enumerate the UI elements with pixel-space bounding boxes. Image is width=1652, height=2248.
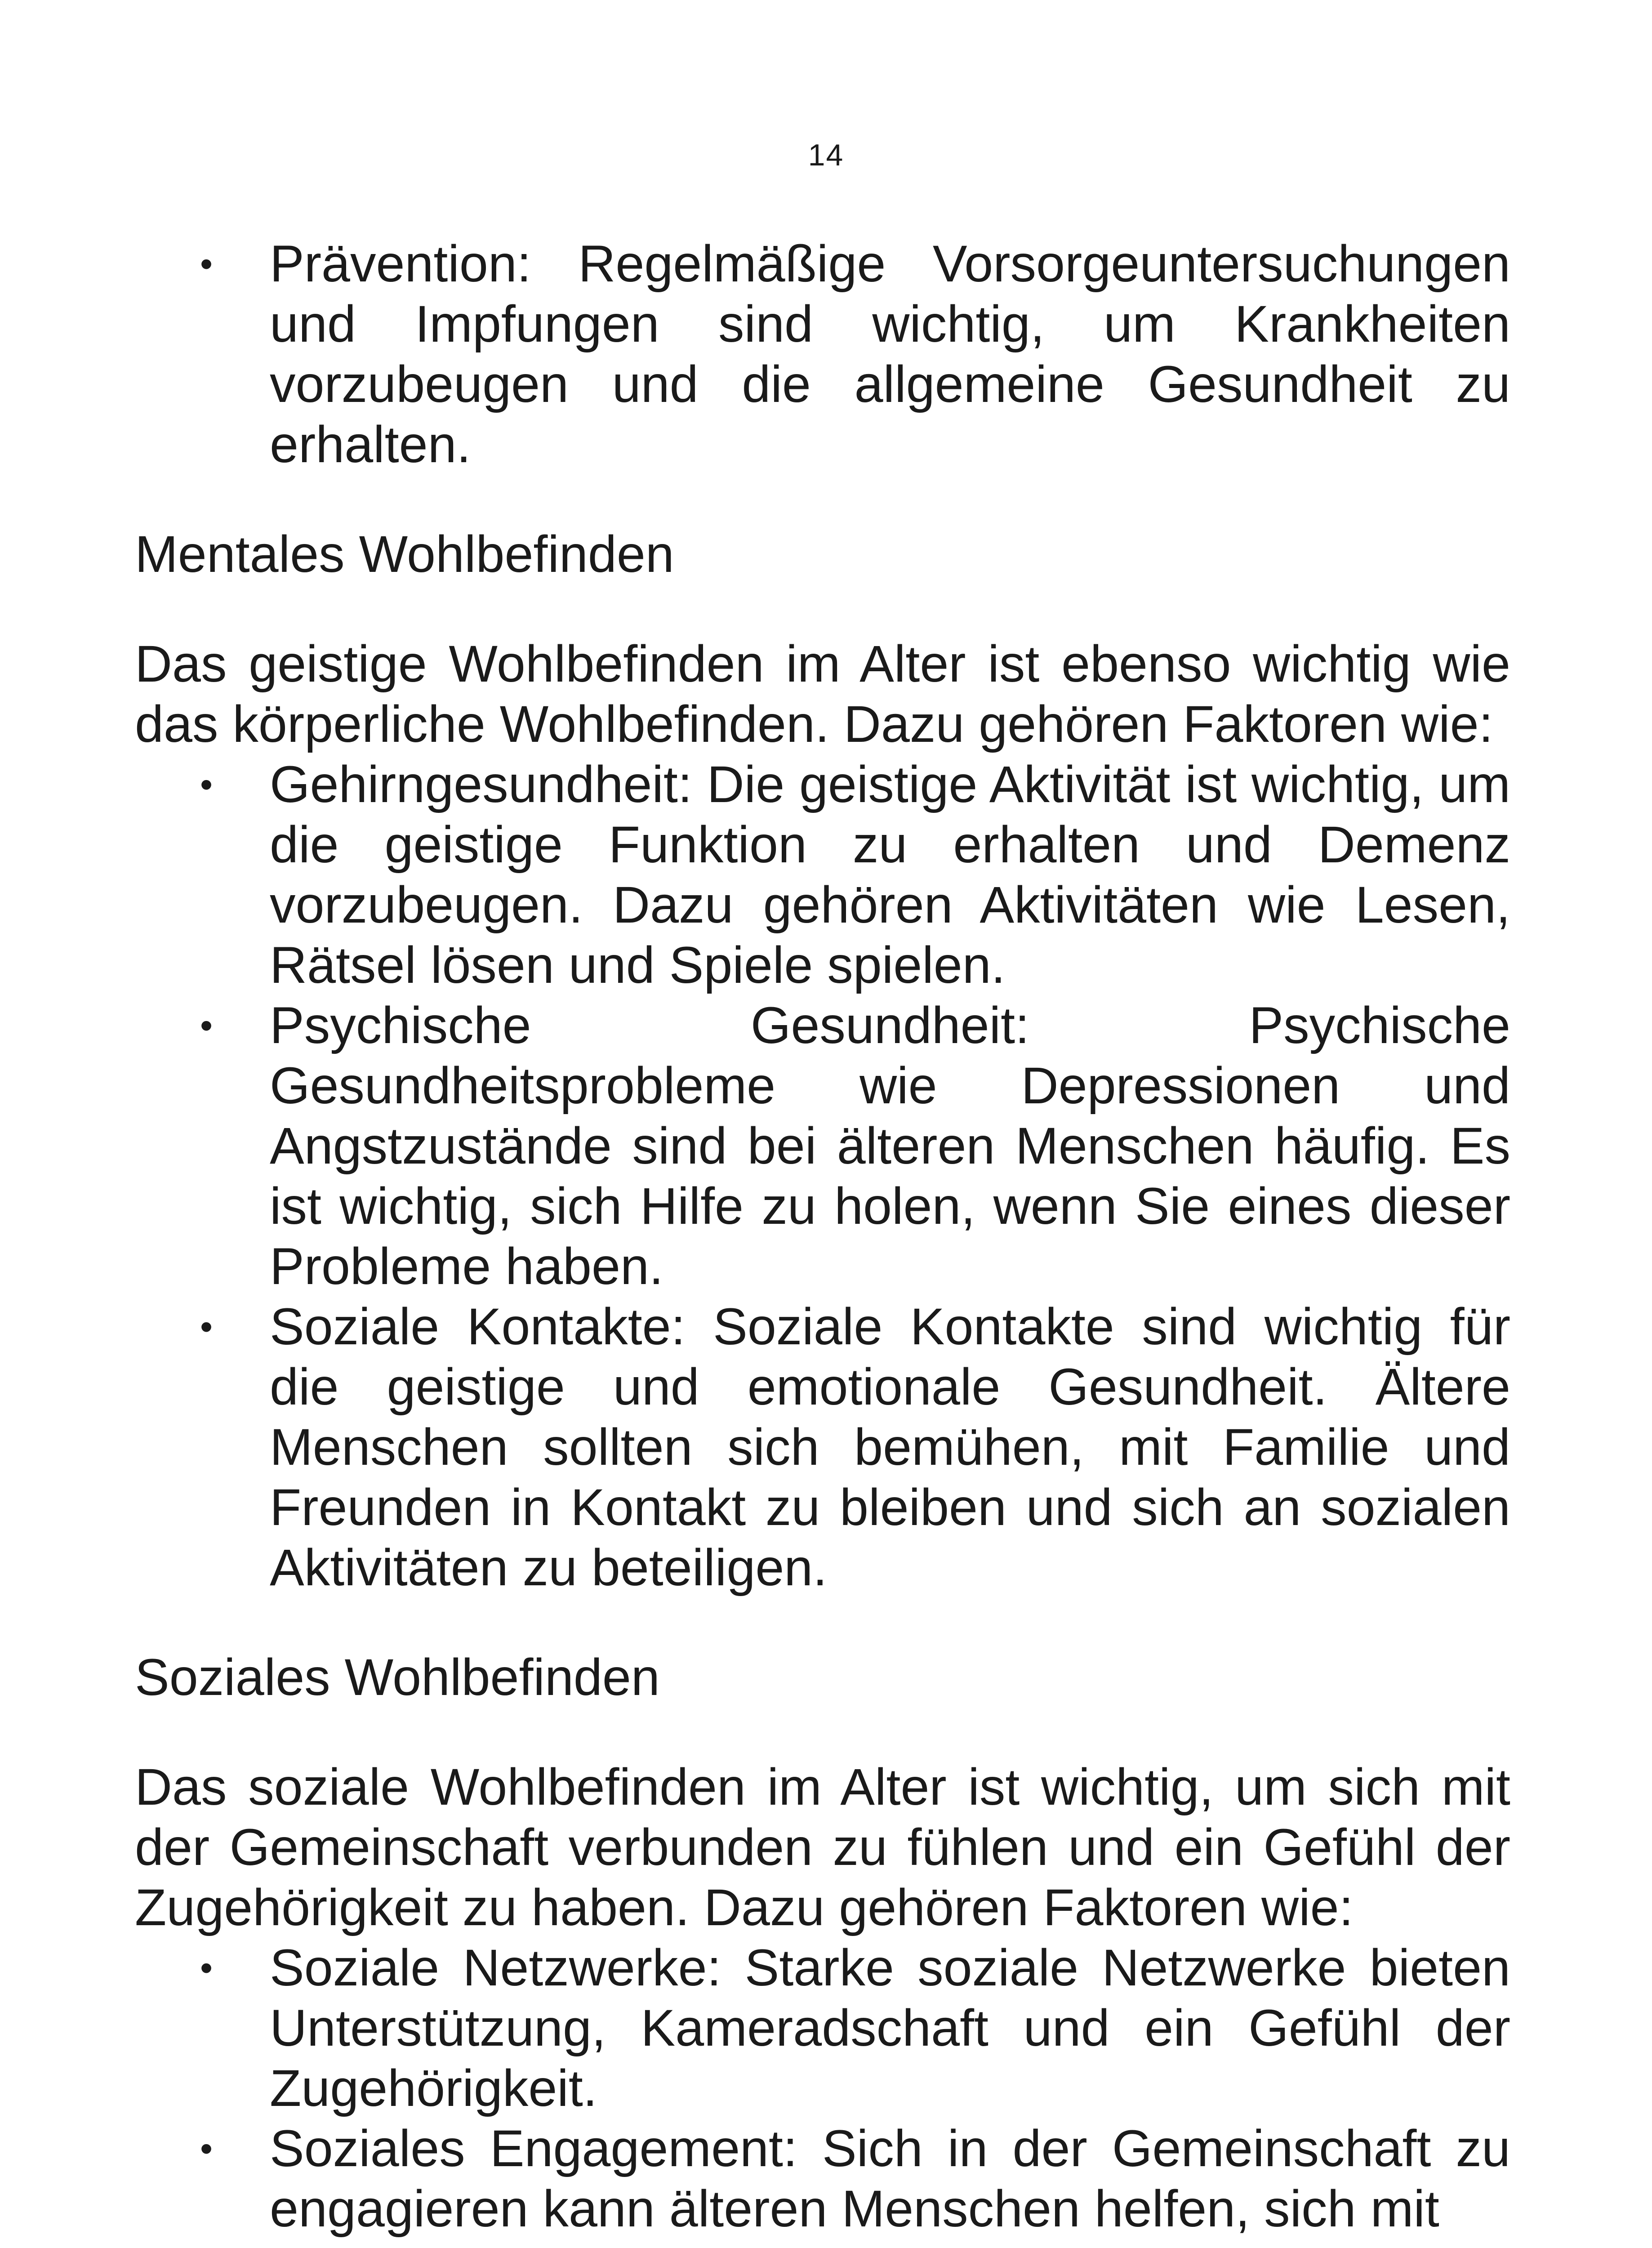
list-item [135, 1297, 1510, 1598]
list-item [135, 234, 1510, 475]
bullet-list-mental [135, 754, 1510, 1598]
paragraph-mental-intro: Das geistige Wohlbefinden im Alter ist ebenso wichtig wie das körperliche Wohlbefinden. Dazu gehören Faktoren wie: [135, 635, 1510, 753]
bullet-icon: • [200, 1948, 213, 1988]
list-item-text: Soziale Kontakte: Soziale Kontakte sind wichtig für die geistige und emotionale Gesundheit. Ältere Menschen sollten sich bemühen, mit Familie und Freunden in Kontakt zu bleiben und sich an sozialen Aktivitäten zu beteiligen. [270, 1298, 1510, 1597]
bullet-list-prevention [135, 234, 1510, 475]
bullet-list-social [135, 1938, 1510, 2239]
list-item [135, 2119, 1510, 2239]
list-item [135, 995, 1510, 1297]
bullet-icon: • [200, 2128, 213, 2168]
bullet-icon: • [200, 244, 213, 284]
bullet-icon: • [200, 1005, 213, 1045]
list-item-text: Gehirngesundheit: Die geistige Aktivität ist wichtig, um die geistige Funktion zu erhalten und Demenz vorzubeugen. Dazu gehören Aktivitäten wie Lesen, Rätsel lösen und Spiele spielen. [270, 756, 1510, 994]
list-item-text: Psychische Gesundheit: Psychische Gesundheitsprobleme wie Depressionen und Angstzustände sind bei älteren Menschen häufig. Es ist wichtig, sich Hilfe zu holen, wenn Sie eines dieser Probleme haben. [270, 997, 1510, 1295]
list-item-text: Soziale Netzwerke: Starke soziale Netzwerke bieten Unterstützung, Kameradschaft und ein Gefühl der Zugehörigkeit. [270, 1939, 1510, 2117]
list-item-text: Soziales Engagement: Sich in der Gemeinschaft zu engagieren kann älteren Menschen helfen, sich mit [270, 2120, 1510, 2238]
paragraph-social-intro: Das soziale Wohlbefinden im Alter ist wichtig, um sich mit der Gemeinschaft verbunden zu fühlen und ein Gefühl der Zugehörigkeit zu haben. Dazu gehören Faktoren wie: [135, 1758, 1510, 1936]
page-number: 14 [808, 138, 844, 172]
list-item [135, 754, 1510, 995]
section-heading-mental: Mentales Wohlbefinden [135, 526, 674, 583]
section-heading-social: Soziales Wohlbefinden [135, 1649, 660, 1706]
bullet-icon: • [200, 764, 213, 804]
list-item [135, 1938, 1510, 2119]
list-item-text: Prävention: Regelmäßige Vorsorgeuntersuchungen und Impfungen sind wichtig, um Krankheiten vorzubeugen und die allgemeine Gesundheit zu erhalten. [270, 235, 1510, 473]
bullet-icon: • [200, 1307, 213, 1347]
page-content [135, 234, 1510, 2239]
